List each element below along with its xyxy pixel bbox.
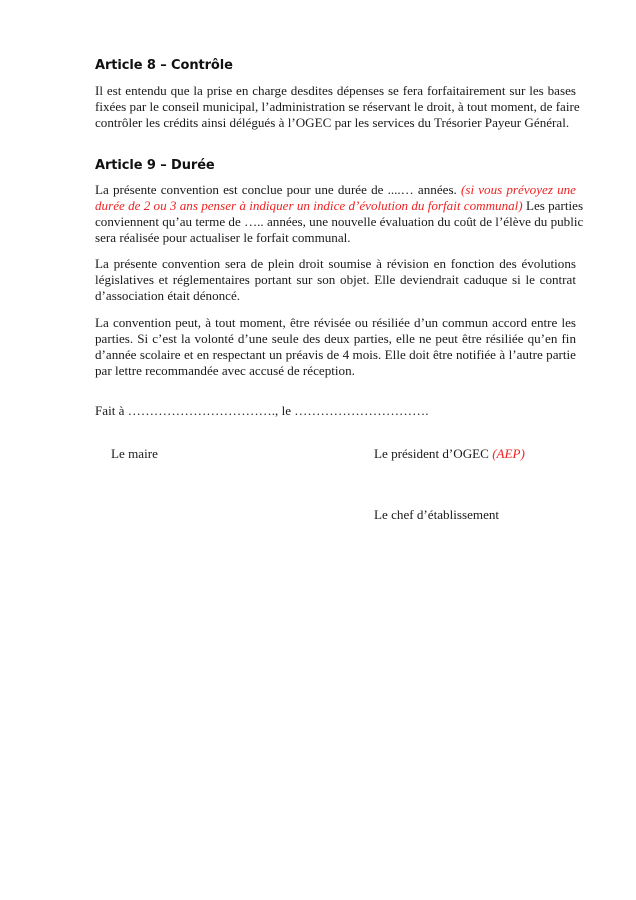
paragraph-line: fixées par le conseil municipal, l’administration se réservant le droit, à tout moment, de faire [95, 99, 580, 114]
article-8-paragraph [95, 83, 580, 131]
paragraph-line: La présente convention sera de plein droit soumise à révision en fonction des évolutions [95, 256, 576, 271]
paragraph-line: conviennent qu’au terme de ….. années, une nouvelle évaluation du coût de l’élève du public [95, 214, 584, 229]
president-note: (AEP) [492, 446, 525, 461]
mayor-signature-label: Le maire [111, 446, 158, 461]
paragraph-line: parties. Si c’est la volonté d’une seule des deux parties, elle ne peut être résiliée qu’en fin [95, 331, 576, 346]
paragraph-line [95, 182, 576, 198]
duration-note: (si vous prévoyez une [460, 182, 576, 197]
paragraph-line: La convention peut, à tout moment, être révisée ou résiliée d’un commun accord entre les [95, 315, 576, 330]
president-signature-label [374, 446, 525, 462]
paragraph-line: législatives et réglementaires portant sur son objet. Elle deviendrait caduque si le contrat [95, 272, 576, 287]
paragraph-line [95, 198, 584, 214]
head-signature-label: Le chef d’établissement [374, 507, 500, 522]
parties-text: Les parties [525, 198, 584, 213]
paragraph-line: par lettre recommandée avec accusé de réception. [95, 363, 355, 378]
paragraph-line: sera réalisée pour actualiser le forfait communal. [95, 230, 351, 245]
paragraph-line: d’année scolaire et en respectant un préavis de 4 mois. Elle doit être notifiée à l’autre partie [95, 347, 576, 362]
paragraph-line: contrôler les crédits ainsi délégués à l’OGEC par les services du Trésorier Payeur Général. [95, 115, 570, 130]
paragraph-line: d’association était dénoncé. [95, 288, 241, 303]
article-9-paragraph-3 [95, 315, 576, 379]
paragraph-line: Il est entendu que la prise en charge desdites dépenses se fera forfaitairement sur les bases [95, 83, 576, 98]
article-9-heading: Article 9 – Durée [95, 158, 215, 173]
article-9-paragraph-1 [95, 182, 584, 246]
duration-note-continued: durée de 2 ou 3 ans penser à indiquer un indice d’évolution du forfait communal) [95, 198, 523, 213]
article-8-heading: Article 8 – Contrôle [95, 58, 233, 73]
article-9-paragraph-2 [95, 256, 576, 304]
place-date-line: Fait à ……………………………., le …………………………. [95, 403, 429, 418]
president-label: Le président d’OGEC [374, 446, 489, 461]
duration-text: La présente convention est conclue pour une durée de ....… années. [95, 182, 457, 197]
